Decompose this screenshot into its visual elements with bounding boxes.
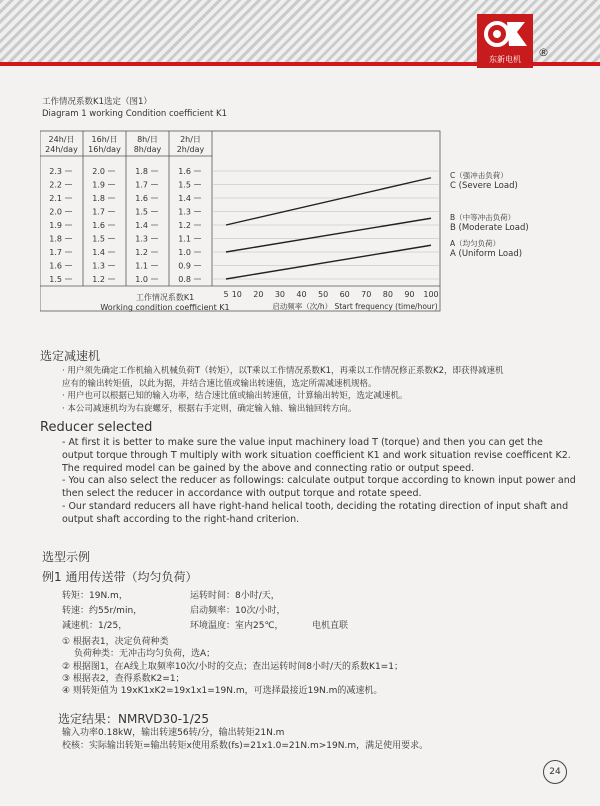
column-header-cn: 8h/日: [137, 135, 158, 144]
x-tick-label: 30: [274, 290, 286, 299]
x-tick-label: 5: [223, 290, 229, 299]
section-cn-heading: 选定减速机: [40, 349, 101, 363]
y-tick-label: 1.8: [135, 167, 148, 176]
en-bullet: - Our standard reducers all have right-hand helical tooth, deciding the rotating direction of input shaft and output shaft according to the right-hand criterion.: [62, 500, 569, 525]
cn-bullet: · 用户也可以根据已知的输入功率，结合速比值或输出转速值，计算输出转矩，选定减速机。: [62, 391, 408, 401]
y-tick-label: 0.8: [178, 275, 191, 284]
y-tick-label: 1.6: [135, 194, 148, 203]
y-tick-label: 1.1: [178, 234, 191, 244]
result-lines: [62, 727, 428, 753]
y-tick-label: 0.9: [178, 261, 191, 271]
y-tick-label: 1.2: [178, 221, 191, 230]
diagram-header: [42, 96, 227, 120]
x-tick-label: 40: [296, 290, 307, 299]
y-tick-label: 2.2: [49, 180, 62, 190]
series-label-cn: B（中等冲击负荷）: [450, 213, 516, 222]
condition-cell: 减速机：1/25，: [62, 621, 128, 631]
chart-column-headers: [45, 135, 204, 154]
chart-series-labels: [450, 170, 529, 259]
diagram-title-en: Diagram 1 working Condition coefficient K1: [42, 109, 227, 119]
column-header-en: 16h/day: [88, 145, 121, 154]
y-tick-label: 1.3: [135, 234, 148, 244]
brand-logo: [477, 14, 533, 68]
series-label-cn: C（强冲击负荷）: [450, 171, 508, 180]
y-tick-label: 1.3: [178, 207, 191, 217]
chart-footer-cn: 工作情况系数K1: [135, 293, 195, 302]
section-en-bullets: [62, 437, 577, 527]
registered-mark: ®: [538, 46, 549, 59]
condition-cell: 环境温度：室内25℃，: [190, 621, 284, 631]
gear-icon: [477, 14, 533, 54]
cn-bullet: · 本公司减速机均为右旋螺牙，根据右手定则，确定输入轴、输出轴回转方向。: [62, 403, 357, 414]
en-bullet: - You can also select the reducer as followings: calculate output torque according to known input power and then select the reducer in accordance with output torque and rotate speed.: [62, 475, 576, 500]
y-tick-label: 1.4: [135, 221, 148, 230]
y-tick-label: 1.6: [178, 167, 191, 176]
y-tick-label: 1.6: [49, 261, 62, 271]
x-tick-label: 50: [318, 290, 329, 299]
example-title: 选型示例: [42, 550, 91, 564]
x-tick-label: 100: [423, 290, 439, 299]
cn-bullet: · 用户须先确定工作机输入机械负荷T（转矩），以T乘以工作情况系数K1，再乘以工作情况修正系数K2，即获得减速机: [62, 366, 504, 376]
logo-text: 东新电机: [489, 55, 521, 64]
y-tick-label: 1.1: [135, 261, 148, 271]
x-tick-label: 20: [253, 290, 264, 299]
y-tick-label: 1.4: [92, 248, 105, 257]
y-tick-label: 2.1: [49, 194, 62, 203]
y-tick-label: 2.0: [49, 207, 62, 217]
section-en-heading: Reducer selected: [40, 420, 153, 435]
page-number: 24: [543, 760, 567, 784]
y-tick-label: 1.9: [92, 180, 105, 190]
series-line: [226, 178, 431, 225]
condition-cell: 转速：约55r/min，: [62, 606, 143, 616]
section-cn-bullets: [62, 365, 562, 415]
series-label-cn: A（均匀负荷）: [450, 239, 501, 248]
y-tick-label: 1.2: [92, 275, 105, 284]
example-subtitle: 例1 通用传送带（均匀负荷）: [42, 570, 198, 584]
y-tick-label: 2.0: [92, 167, 105, 176]
y-tick-label: 1.2: [135, 248, 148, 257]
condition-cell: 启动频率：10次/小时，: [190, 606, 286, 616]
k1-chart: [40, 126, 560, 316]
column-header-en: 2h/day: [176, 145, 205, 154]
series-label-en: B (Moderate Load): [450, 223, 529, 233]
series-label-en: A (Uniform Load): [450, 249, 523, 259]
column-header-cn: 2h/日: [180, 135, 201, 144]
step-line: ② 根据图1，在A线上取频率10次/小时的交点；查出运转时间8小时/天的系数K1=1；: [62, 661, 403, 672]
result-line: 校核：实际输出转矩=输出转矩x使用系数(fs)=21x1.0=21N.m>19N.m，满足使用要求。: [62, 741, 429, 751]
chart-footer-en: Working condition coefficient K1: [100, 303, 230, 312]
series-line: [226, 245, 431, 279]
chart-series-lines: [226, 178, 431, 279]
y-tick-label: 1.7: [49, 248, 62, 257]
result-line: 输入功率0.18kW，输出转速56转/分，输出转矩21N.m: [62, 728, 285, 738]
step-line: ③ 根据表2，查得系数K2=1；: [62, 673, 185, 684]
step-line: ④ 则转矩值为 19xK1xK2=19x1x1=19N.m，可选择最接近19N.m的减速机。: [62, 686, 383, 697]
example-steps: [62, 636, 403, 697]
x-tick-label: 10: [231, 290, 242, 299]
condition-cell: 电机直联: [312, 621, 349, 631]
x-tick-label: 60: [339, 290, 350, 299]
chart-x-label: 启动频率（次/h） Start frequency (time/hour): [272, 302, 438, 311]
en-bullet: - At first it is better to make sure the value input machinery load T (torque) and then you can get the output torque through T multiply with work situation coefficient K1 and work situation revise coefficent K2. The required model can be gained by the above and connecting ratio or output speed.: [62, 437, 571, 474]
y-tick-label: 1.0: [178, 248, 191, 257]
y-tick-label: 1.4: [178, 194, 191, 203]
series-label-en: C (Severe Load): [450, 181, 518, 191]
y-tick-label: 1.8: [92, 194, 105, 203]
x-tick-label: 80: [382, 290, 393, 299]
cn-bullet: 应有的输出转矩值，以此为据，并结合速比值或输出转速值，选定所需减速机规格。: [62, 378, 377, 389]
diagram-title-cn: 工作情况系数K1选定（图1）: [42, 97, 152, 107]
series-line: [226, 218, 431, 252]
column-header-en: 24h/day: [45, 145, 78, 154]
column-header-cn: 16h/日: [91, 135, 118, 144]
chart-y-ticks: [49, 167, 201, 284]
y-tick-label: 1.3: [92, 261, 105, 271]
y-tick-label: 1.9: [49, 221, 62, 230]
column-header-cn: 24h/日: [48, 135, 75, 144]
y-tick-label: 1.0: [135, 275, 148, 284]
chart-x-ticks: [223, 290, 438, 299]
x-tick-label: 70: [361, 290, 372, 299]
condition-cell: 运转时间：8小时/天，: [190, 591, 280, 601]
y-tick-label: 1.5: [135, 207, 148, 217]
y-tick-label: 1.8: [49, 234, 62, 244]
y-tick-label: 1.5: [49, 275, 62, 284]
y-tick-label: 1.7: [92, 207, 105, 217]
result-title: 选定结果：NMRVD30-1/25: [58, 712, 210, 726]
y-tick-label: 1.5: [92, 234, 105, 244]
step-line: ① 根据表1，决定负荷种类: [62, 637, 169, 647]
y-tick-label: 1.6: [92, 221, 105, 230]
condition-cell: 转矩：19N.m，: [62, 591, 128, 601]
y-tick-label: 2.3: [49, 167, 62, 176]
y-tick-label: 1.7: [135, 180, 148, 190]
column-header-en: 8h/day: [133, 145, 162, 154]
y-tick-label: 1.5: [178, 180, 191, 190]
x-tick-label: 90: [404, 290, 415, 299]
step-line: 负荷种类：无冲击均匀负荷，选A；: [74, 649, 216, 660]
